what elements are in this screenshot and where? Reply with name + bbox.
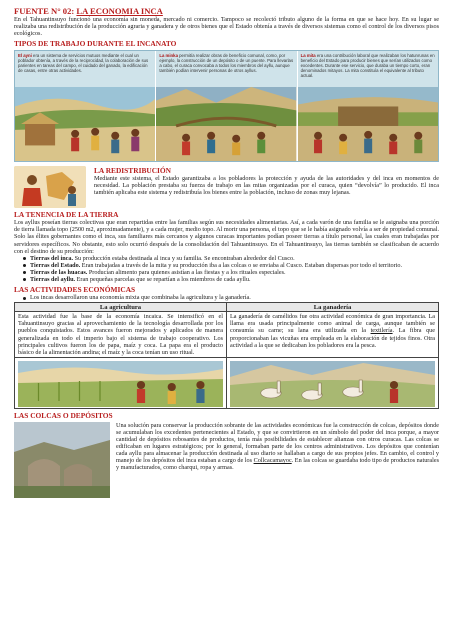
agriculture-illustration — [18, 361, 223, 407]
land-desc: Su producción estaba destinada al inca y su familia. Se encontraban alrededor del Cusco. — [73, 254, 295, 262]
agriculture-cell — [15, 312, 227, 358]
colcas-body — [116, 422, 439, 498]
land-text: Los ayllus poseían tierras colectivas que eran repartidas entre las familias según sus necesidades alimentarias. Así, a cada varón de una familia se le asignaba una porción de tierra llamada topo (2500 m2, aproximadamente), y a cada mujer, medio topo. Al morir una persona, el topo que se le había asignado volvía a ser de propiedad comunal. Solo las élites gobernantes como el inca, sus familiares más cercanos y algunos curacas importantes podían poseer tierras a título personal, las cuales eran trabajadas por servidores específicos. No obstante, esto solo ocurrió después de la consolidación del Tahuantinsuyo. En el Tahuantinsuyo, las tierras también se clasificaban de acuerdo con el destino de su producción: — [14, 219, 439, 255]
redistribution-section — [14, 166, 439, 208]
livestock-image-cell — [227, 357, 439, 408]
labor-minka-text — [156, 51, 296, 87]
land-heading: LA TENENCIA DE LA TIERRA — [14, 210, 119, 220]
activities-heading: LAS ACTIVIDADES ECONÓMICAS — [14, 285, 136, 295]
agriculture-text: Esta actividad fue la base de la economía incaica. Se intensificó en el Tahuantinsuyo gracias al aprovechamiento de la tecnología desarrollada por los pueblos conquistados. Estos avances fueron mejorados y aplicados de manera generalizada en todo el imperio bajo el sistema de trabajo cooperativo. Los principales cultivos fueron los de papa, maíz y coca. La papa era el producto básico de la alimentación andina; el maíz y la coca tenían un uso ritual. — [18, 313, 223, 356]
title-text: LA ECONOMIA INCA — [76, 6, 163, 16]
source-prefix: FUENTE N° 02: — [14, 6, 75, 16]
labor-term: El ayni — [18, 53, 32, 59]
land-desc: Producían alimento para quienes asistían a las fiestas y a los rituales especiales. — [87, 268, 286, 276]
activities-list — [24, 294, 439, 301]
labor-ayni-text — [15, 51, 155, 87]
textileria-link[interactable]: textilería — [370, 327, 393, 335]
colcas-section — [14, 422, 439, 498]
colcas-text-end: . En las colcas se guardaba todo tipo de productos naturales y manufacturados, como charqui, ropa y armas. — [116, 457, 439, 472]
labor-ayni — [15, 51, 156, 161]
colcas-text — [116, 422, 439, 472]
labor-term: La minka — [159, 53, 178, 59]
livestock-cell — [227, 312, 439, 358]
labor-desc: permitía realizar obras de beneficio comunal, como, por ejemplo, la construcción de un depósito o de un puente. Para llevarlas a cabo, el curaca convocaba a todos los miembros del ayllu, aunque también podían intervenir personas de otros ayllus. — [159, 53, 294, 74]
redistribution-illustration — [14, 166, 86, 208]
collcacamayoc-link[interactable]: Collcacamayoc — [253, 457, 292, 465]
livestock-illustration — [230, 361, 435, 407]
land-term: Tierras del ayllu. — [30, 276, 76, 284]
agriculture-header: La agricultura — [15, 303, 227, 312]
land-term: Tierras del inca. — [30, 254, 74, 262]
labor-heading: TIPOS DE TRABAJO DURANTE EL INCANATO — [14, 39, 177, 49]
land-types-list — [24, 255, 439, 283]
land-term: Tierras de las huacas. — [30, 268, 88, 276]
colcas-text-start: Una solución para conservar la producción sobrante de las actividades económicas fue la construcción de colcas, depósitos donde se acumulaban los excedentes pertenecientes al Estado, y que se convirtieron en un símbolo del poder del inca porque, a mayor cantidad de depósitos rebosantes de productos, tenía más posibilidades de establecer alianzas con otros curacas. Las colcas se edificaban en lugares estratégicos; por lo general, formaban parte de los centros administrativos. Los depósitos que contenían cada ayllu para almacenar la producción destinada al uso diario se hallaban a cargo de sus propios jefes. En cambio, el control y manejo de los depósitos del inca estaban a cargo de los — [116, 421, 439, 465]
redistribution-text: Mediante este sistema, el Estado garantizaba a los pobladores la protección y ayuda de las autoridades y del inca en momentos de necesidad. La población prestaba su fuerza de trabajo en las mitas organizadas por el curaca, quien “devolvía” lo producido. El inca también aplicaba este sistema y redistribuía los bienes entre la población, incluso de zonas muy lejanas. — [94, 175, 439, 197]
redistribution-body — [94, 166, 439, 208]
land-desc: Eran trabajadas a través de la mita y su producción iba a las colcas o se enviaba al Cusco. Estaban dispersas por todo el territorio. — [80, 261, 403, 269]
labor-mita-text — [298, 51, 438, 87]
colcas-photo — [14, 422, 110, 498]
livestock-text-end: . La fibra que proporcionaban las vicuñas era empleada en la elaboración de tejidos finos. Otra actividad a la que se dedicaban los pobladores era la pesca. — [230, 327, 436, 349]
activities-table — [14, 302, 439, 409]
land-desc: Eran pequeñas parcelas que se repartían a los miembros de cada ayllu. — [75, 276, 251, 284]
labor-mita — [298, 51, 438, 161]
intro-paragraph: En el Tahuantinsuyo funcionó una economía sin moneda, mercado ni comercio. Tampoco se recolectó tributo alguno de la forma en que se hace hoy. En su lugar se realizaba una redistribución de la producción agraria y ganadera y de otros bienes que el Estado obtenía a través de diversos sistemas como el control de los diversos pisos ecológicos. — [14, 16, 439, 38]
agriculture-image-cell — [15, 357, 227, 408]
livestock-header: La ganadería — [227, 303, 439, 312]
list-item: Los incas desarrollaron una economía mixta que combinaba la agricultura y la ganadería. — [24, 294, 439, 301]
list-item — [24, 276, 439, 283]
ayni-illustration — [15, 87, 155, 161]
labor-term: La mita — [300, 53, 316, 59]
minka-illustration — [156, 87, 296, 161]
labor-types-panel — [14, 50, 439, 162]
list-item — [24, 262, 439, 269]
list-item — [24, 255, 439, 262]
labor-desc: era un sistema de servicios mutuos mediante el cual un poblador obtenía, a través de la reciprocidad, la colaboración de sus parientes en tareas del campo, el cuidado del ganado, la edificación de casas, entre otras actividades. — [18, 53, 149, 74]
mita-illustration — [298, 87, 438, 161]
labor-desc: era una contribución laboral que realizaban los hatunrunas en beneficio del Estado para producir bienes que serían utilizados como excedentes. Durante ese servicio, que duraba un tiempo corto, eran denominados mitayos. La mita constituía el equivalente al tributo actual. — [300, 53, 435, 79]
redistribution-heading: LA REDISTRIBUCIÓN — [94, 166, 172, 176]
land-term: Tierras del Estado. — [30, 261, 81, 269]
livestock-text: La ganadería de camélidos fue otra actividad económica de gran importancia. La llama era usada principalmente como animal de carga, aunque también se consumía su carne; su lana era utilizada en la — [230, 313, 435, 335]
list-item — [24, 269, 439, 276]
labor-minka — [156, 51, 297, 161]
page-title — [14, 6, 439, 16]
colcas-heading: LAS COLCAS O DEPÓSITOS — [14, 410, 113, 420]
